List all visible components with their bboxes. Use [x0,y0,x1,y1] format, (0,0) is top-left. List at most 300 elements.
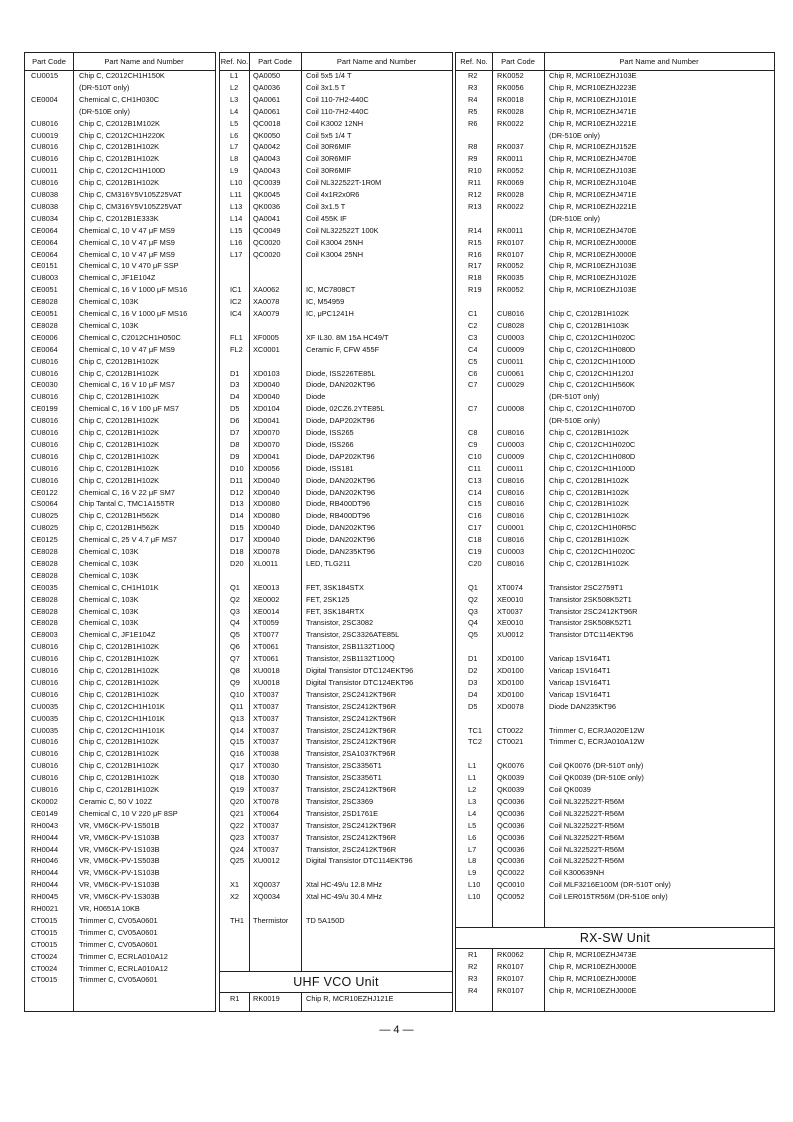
part-name-cell: Coil MLF3216E100M (DR-510T only) [549,880,671,890]
part-name-cell: Chip R, MCR10EZHJ103E [549,261,637,271]
part-name-cell: Chemical C, CH1H030C [79,94,160,104]
table-row [456,985,774,996]
part-code-cell: XQ0034 [253,892,281,902]
part-code-cell: XD0040 [253,392,280,402]
part-code-cell: CU8016 [31,392,59,402]
ref-no-cell: X1 [230,880,240,890]
ref-no-cell: C6 [468,368,478,378]
table-row [220,820,452,831]
table-row [220,796,452,807]
table-row [25,653,215,664]
part-name-cell: Trimmer C, CV05A0601 [79,915,158,925]
table-row [456,617,774,628]
part-code-cell: CU8016 [31,677,59,687]
part-name-cell: Chip C, C2012CH1H101K [79,725,165,735]
part-code-cell: CU0015 [31,71,59,80]
table-row [220,368,452,379]
part-name-cell: VR, VM6CK-PV-1S103B [79,844,160,854]
part-code-cell: CE0051 [31,309,58,318]
part-code-cell: CU8016 [31,689,59,699]
table-row [25,510,215,521]
part-code-cell: CU0061 [497,368,525,378]
part-name-cell: Chip R, MCR10EZHJ102E [549,273,637,283]
table-row [25,260,215,271]
table-row [220,570,452,581]
part-code-cell: CT0024 [31,963,58,973]
ref-no-cell: R9 [468,154,478,164]
table-row [220,844,452,855]
part-code-cell: RK0107 [497,249,524,259]
part-code-cell: XU0018 [253,666,280,675]
table-row [25,713,215,724]
table-row [25,177,215,188]
table-row [220,832,452,843]
part-name-cell: Chip R, MCR10EZHJ104E [549,178,637,188]
part-name-cell: IC, μPC1241H [306,309,354,318]
ref-no-cell: D20 [230,558,244,568]
table-row [456,891,774,902]
part-name-cell: Chemical C, C2012CH1H050C [79,332,181,342]
part-name-cell: FET, 3SK184RTX [306,606,365,616]
part-code-cell: CU8016 [31,654,59,664]
part-name-cell: Digital Transistor DTC124EKT96 [306,666,414,675]
table-row [25,296,215,307]
table-row [220,403,452,414]
header-part-name: Part Name and Number [104,56,184,66]
part-name-cell: Chip R, MCR10EZHJ000E [549,961,637,971]
table-row [456,308,774,319]
part-code-cell: XA0079 [253,309,280,318]
part-code-cell: XD0100 [497,654,524,664]
ref-no-cell: Q14 [230,725,244,735]
part-name-cell: Diode, DAP202KT96 [306,451,375,461]
part-name-cell: Chip C, C2012B1H102K [549,309,630,318]
table-row [220,141,452,152]
part-name-cell: Chip R, MCR10EZHJ223E [549,82,637,92]
part-name-cell: Chip R, MCR10EZHJ470E [549,225,637,235]
table-row [220,391,452,402]
part-name-cell: Chip C, C2012B1H102K [549,535,630,545]
table-row [25,165,215,176]
table-row [456,855,774,866]
part-code-cell: XD0104 [253,404,280,414]
table-row [25,106,215,117]
ref-no-cell: C13 [468,475,482,485]
table-row [220,165,452,176]
part-code-cell: CE0064 [31,249,58,259]
ref-no-cell: Q1 [230,582,240,592]
table-row [25,368,215,379]
part-name-cell: Chip R, MCR10EZHJ000E [549,237,637,247]
part-name-cell: VR, VM6CK-PV-1S103B [79,880,160,890]
table-row [220,284,452,295]
part-name-cell: Transistor, 2SC2412KT96R [306,832,397,842]
part-name-cell: Trimmer C, ECRLA010A12 [79,963,168,973]
part-code-cell: CE0064 [31,237,58,247]
part-code-cell: CU8016 [497,535,525,545]
table-row [25,701,215,712]
part-name-cell: Chemical C, 16 V 10 μF MS7 [79,380,175,390]
part-name-cell: Chip R, MCR10EZHJ103E [549,71,637,80]
table-row [25,570,215,581]
part-name-cell: Chip C, C2012CH1H070D [549,404,636,414]
table-row [456,356,774,367]
part-code-cell: CE0064 [31,344,58,354]
ref-no-cell: Q15 [230,737,244,747]
part-name-cell: Chip R, MCR10EZHJ470E [549,154,637,164]
table-row [220,487,452,498]
ref-no-cell: D1 [468,654,478,664]
part-name-cell: FET, 2SK125 [306,594,350,604]
table-row [220,629,452,640]
part-code-cell: RK0022 [497,118,524,128]
table-row [220,784,452,795]
table-row [25,272,215,283]
table-row [456,641,774,652]
part-code-cell: XT0061 [253,642,279,652]
part-name-cell: TD 5A150D [306,915,345,925]
table-row [220,748,452,759]
table-row [25,594,215,605]
table-row [25,927,215,938]
part-name-cell: Coil 30R6MIF [306,166,352,176]
part-code-cell: RK0035 [497,273,524,283]
part-code-cell: CU8034 [31,213,59,223]
part-name-cell: Chip C, C2012B1H102K [79,761,160,771]
part-code-cell: CU8016 [31,749,59,759]
part-code-cell: CE8028 [31,297,58,307]
part-name-cell: Chip C, C2012B1H102K [79,368,160,378]
ref-no-cell: D8 [230,439,240,449]
table-row [220,534,452,545]
ref-no-cell: Q21 [230,808,244,818]
table-row [220,760,452,771]
part-name-cell: Digital Transistor DTC124EKT96 [306,677,414,687]
part-code-cell: CU8016 [31,439,59,449]
table-row [220,522,452,533]
table-row [220,701,452,712]
table-row [456,403,774,414]
table-row [25,606,215,617]
part-name-cell: Chip C, C2012B1H102K [549,499,630,509]
part-name-cell: Coil NL322522T-R56M [549,844,625,854]
table-row [25,427,215,438]
table-row [25,403,215,414]
part-code-cell: CE0035 [31,582,58,592]
part-code-cell: CU8016 [31,451,59,461]
table-row [220,201,452,212]
table-row [456,844,774,855]
table-row [220,993,452,1004]
table-row [220,808,452,819]
ref-no-cell: R8 [468,142,478,152]
table-row [456,415,774,426]
ref-no-cell: R16 [468,249,482,259]
part-name-cell: Transistor, 2SC2412KT96R [306,725,397,735]
table-row [220,879,452,890]
ref-no-cell: C17 [468,523,482,533]
table-row [25,415,215,426]
part-name-cell: Coil NL322522T-R56M [549,856,625,866]
table-row [25,284,215,295]
part-name-cell: Transistor 2SK508K52T1 [549,618,632,628]
table-row [220,617,452,628]
part-name-cell: Transistor, 2SC2412KT96R [306,701,397,711]
ref-no-cell: D10 [230,463,244,473]
ref-no-cell: R11 [468,178,482,188]
header-part-code: Part Code [501,56,535,66]
ref-no-cell: Q23 [230,832,244,842]
part-name-cell: Coil NL322522T-R56M [549,820,625,830]
part-name-cell: Chip C, CM316Y5V105Z25VAT [79,201,182,211]
part-code-cell: RK0052 [497,71,524,80]
table-row [220,558,452,569]
ref-no-cell: D5 [230,404,240,414]
part-code-cell: CE0004 [31,94,58,104]
part-name-cell: Coil 455K IF [306,213,347,223]
part-name-cell: Transistor, 2SB1132T100Q [306,654,395,664]
ref-no-cell: Q19 [230,785,244,794]
ref-no-cell: Q7 [230,654,240,664]
part-name-cell: Chip C, C2012B1H102K [79,428,160,437]
part-code-cell: CU8016 [31,428,59,437]
ref-no-cell: L1 [230,71,239,80]
part-code-cell: QA0043 [253,166,281,176]
part-name-cell: Chemical C, 10 V 47 μF MS9 [79,344,175,354]
table-row [25,832,215,843]
part-name-cell: Diode, 02CZ6.2YTE85L [306,404,385,414]
part-code-cell: QA0042 [253,142,281,152]
part-code-cell: CE8003 [31,630,58,640]
table-row [220,213,452,224]
table-row [25,534,215,545]
part-code-cell: XT0074 [497,582,523,592]
table-row [25,475,215,486]
ref-no-cell: L11 [230,190,242,199]
part-code-cell: RK0052 [497,285,524,295]
ref-no-cell: L4 [230,106,239,116]
part-code-cell: CU8016 [31,785,59,794]
part-code-cell: QC0036 [497,808,525,818]
part-name-cell: Diode, ISS226TE85L [306,368,376,378]
part-name-cell: (DR-510E only) [549,416,600,426]
table-row [25,70,215,81]
ref-no-cell: C7 [468,380,478,390]
part-code-cell: CU0009 [497,451,525,461]
part-code-cell: RK0019 [253,994,280,1003]
parts-table-1 [24,52,216,1012]
ref-no-cell: Q13 [230,713,244,723]
table-row [456,808,774,819]
part-code-cell: CK0002 [31,796,58,806]
table-header [220,53,452,71]
table-row [220,439,452,450]
part-name-cell: VR, VM6CK-PV-1S501B [79,820,160,830]
part-name-cell: Chip C, C2012B1H102K [79,773,160,783]
table-row [456,498,774,509]
part-code-cell: CE0151 [31,261,58,271]
ref-no-cell: Q4 [468,618,478,628]
part-code-cell: XE0013 [253,582,280,592]
ref-no-cell: R1 [230,994,240,1003]
part-code-cell: CU8016 [497,499,525,509]
part-code-cell: XD0103 [253,368,280,378]
table-row [456,961,774,972]
ref-no-cell: L6 [230,130,239,140]
part-name-cell: Chip R, MCR10EZHJ221E [549,201,637,211]
table-row [25,772,215,783]
table-row [220,82,452,93]
table-row [456,582,774,593]
part-name-cell: Chip C, C2012B1M102K [79,118,160,128]
part-name-cell: Chip C, C2012B1H102K [79,154,160,164]
table-row [25,130,215,141]
table-row [456,141,774,152]
part-code-cell: XD0040 [253,487,280,497]
part-name-cell: Diode, RB400DT96 [306,499,371,509]
part-name-cell: Chemical C, 10 V 47 μF MS9 [79,237,175,247]
part-code-cell: RH0046 [31,856,59,866]
part-code-cell: XD0041 [253,416,280,426]
table-row [456,225,774,236]
part-code-cell: CE0125 [31,535,58,545]
part-code-cell: QC0022 [497,868,525,878]
part-name-cell: Ceramic C, 50 V 102Z [79,796,153,806]
ref-no-cell: FL1 [230,332,243,342]
section-title-uhf-vco: UHF VCO Unit [220,971,452,993]
part-code-cell: RH0044 [31,832,59,842]
table-row [456,665,774,676]
part-code-cell: CE8028 [31,558,58,568]
part-code-cell: XE0014 [253,606,280,616]
part-code-cell: CE0122 [31,487,58,497]
table-row [220,915,452,926]
table-row [220,546,452,557]
table-row [220,427,452,438]
part-name-cell: Coil QK0076 (DR-510T only) [549,761,644,771]
part-code-cell: RK0107 [497,961,524,971]
part-code-cell: CU8028 [497,320,525,330]
part-code-cell: XT0037 [253,725,279,735]
table-row [220,225,452,236]
table-row [220,689,452,700]
part-code-cell: XA0078 [253,297,280,307]
part-name-cell: Chip R, MCR10EZHJ152E [549,142,637,152]
table-row [456,534,774,545]
part-code-cell: CU8016 [31,642,59,652]
table-row [456,629,774,640]
part-code-cell: XT0030 [253,773,279,783]
section-title-rx-sw: RX-SW Unit [456,927,774,949]
part-code-cell: CU8016 [31,737,59,747]
table-row [456,879,774,890]
part-code-cell: CU0035 [31,713,59,723]
part-code-cell: RH0044 [31,844,59,854]
part-name-cell: Chip C, C2012B1H102K [79,416,160,426]
ref-no-cell: C11 [468,463,482,473]
table-row [456,973,774,984]
part-code-cell: XD0100 [497,677,524,687]
part-code-cell: XT0077 [253,630,279,640]
part-name-cell: Coil K3004 25NH [306,237,364,247]
table-row [25,725,215,736]
ref-no-cell: R1 [468,950,478,959]
ref-no-cell: Q9 [230,677,240,687]
ref-no-cell: R3 [468,82,478,92]
part-name-cell: Chemical C, 103K [79,558,139,568]
table-row [456,677,774,688]
ref-no-cell: L7 [468,844,477,854]
part-name-cell: Chip C, C2012CH1H120J [549,368,634,378]
part-name-cell: Chemical C, 103K [79,320,139,330]
table-row [220,106,452,117]
table-row [25,451,215,462]
ref-no-cell: L14 [230,213,243,223]
ref-no-cell: C15 [468,499,482,509]
part-code-cell: CU8016 [497,487,525,497]
part-code-cell: RK0107 [497,237,524,247]
ref-no-cell: D3 [468,677,478,687]
table-row [220,451,452,462]
ref-no-cell: L2 [468,785,477,794]
table-row [456,427,774,438]
ref-no-cell: Q1 [468,582,478,592]
part-name-cell: IC, MC7808CT [306,285,356,295]
table-row [25,225,215,236]
table-row [220,94,452,105]
part-code-cell: CE8028 [31,594,58,604]
part-name-cell: Diode, RB400DT96 [306,511,371,521]
table-row [25,963,215,974]
ref-no-cell: TC1 [468,725,482,735]
part-code-cell: QC0036 [497,844,525,854]
part-name-cell: Chip R, MCR10EZHJ471E [549,106,637,116]
ref-no-cell: Q10 [230,689,244,699]
ref-no-cell: L2 [230,82,239,92]
part-code-cell: XF0005 [253,332,279,342]
part-code-cell: QK0036 [253,201,281,211]
ref-no-cell: D18 [230,547,244,556]
ref-no-cell: Q3 [230,606,240,616]
part-name-cell: Coil K300639NH [549,868,605,878]
part-code-cell: XQ0037 [253,880,281,890]
ref-no-cell: C4 [468,344,478,354]
part-name-cell: Coil NL322522T-R56M [549,808,625,818]
table-row [220,130,452,141]
part-name-cell: Chip C, C2012B1H102K [79,392,160,402]
part-name-cell: Chemical C, JF1E104Z [79,273,156,283]
ref-no-cell: C1 [468,309,478,318]
part-name-cell: Transistor, 2SC3356T1 [306,773,382,783]
table-row [456,153,774,164]
part-code-cell: QK0045 [253,190,281,199]
table-row [456,748,774,759]
table-row [456,332,774,343]
part-name-cell: Chip C, C2012CH1H101K [79,701,165,711]
part-code-cell: CT0024 [31,951,58,961]
part-code-cell: QC0020 [253,249,281,259]
ref-no-cell: Q22 [230,820,244,830]
ref-no-cell: L1 [468,773,477,783]
table-row [25,82,215,93]
part-code-cell: QA0043 [253,154,281,164]
part-name-cell: Transistor, 2SC3369 [306,796,374,806]
table-row [25,867,215,878]
part-name-cell: Transistor, 2SC2412KT96R [306,820,397,830]
part-name-cell: Chip C, C2012CH1H020C [549,332,636,342]
part-code-cell: XE0010 [497,594,524,604]
part-code-cell: CU8016 [31,368,59,378]
